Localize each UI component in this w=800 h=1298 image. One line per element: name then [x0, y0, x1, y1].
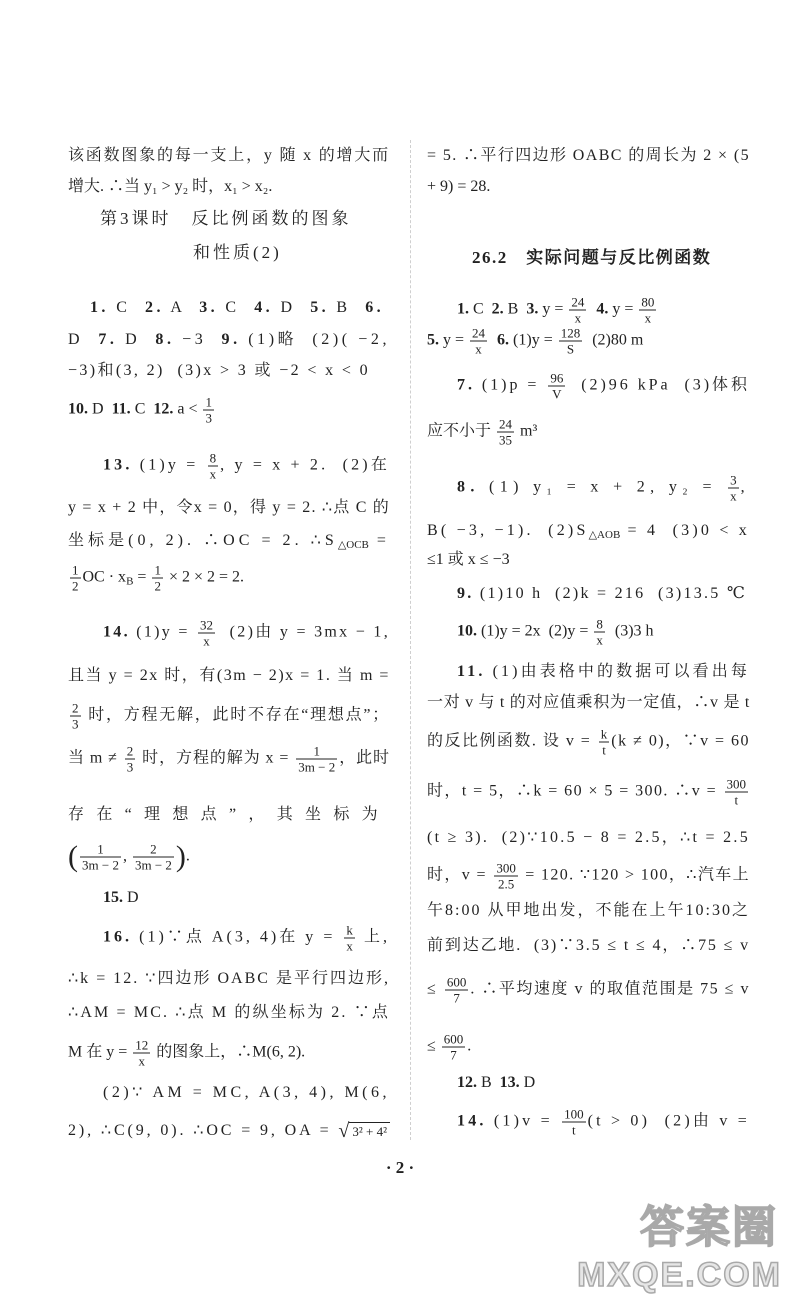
text-run: D: [68, 331, 99, 348]
question-number: 13.: [499, 1074, 520, 1091]
text-run: B: [477, 1074, 500, 1091]
answer-line: [457, 617, 654, 648]
question-number: 11.: [111, 400, 131, 418]
fraction: [80, 842, 121, 873]
fraction-numerator: k: [600, 726, 608, 742]
answer-line: [457, 1107, 750, 1138]
answer-line: [68, 497, 390, 519]
fraction-denominator: x: [574, 310, 582, 326]
radicand: 3² + 4²: [349, 1122, 390, 1139]
question-number: 1.: [457, 300, 469, 318]
text-run: B( −3, −1). (2)S: [427, 522, 589, 539]
question-number: 5.: [427, 331, 439, 349]
answer-line: [68, 1002, 390, 1024]
fraction-denominator: V: [552, 386, 562, 402]
text-run: (1)y =: [132, 456, 206, 474]
text-run: 一对 v 与 t 的对应值乘积为一定值，∴v 是 t: [427, 694, 750, 711]
fraction-denominator: t: [734, 792, 739, 808]
fraction-denominator: t: [572, 1122, 576, 1138]
text-run: (1)y = 2x (2)y =: [477, 622, 593, 640]
section-heading-line2: 和性质(2): [193, 243, 282, 262]
text-run: C: [108, 299, 146, 316]
question-number: 14.: [103, 623, 130, 641]
question-number: 12.: [457, 1074, 477, 1091]
column-divider: [410, 140, 411, 1140]
answer-line: [427, 935, 750, 957]
fraction-denominator: x: [138, 1053, 146, 1069]
fraction-numerator: 1: [80, 842, 121, 858]
fraction-numerator: k: [346, 922, 353, 938]
text-run: 且当 y = 2x 时，有(3m − 2)x = 1. 当 m =: [68, 667, 390, 684]
fraction: [548, 371, 565, 402]
fraction-numerator: 96: [550, 370, 564, 386]
answer-line: [68, 804, 390, 826]
text-run: = 120. ∵120 > 100，∴汽车上: [519, 866, 750, 884]
fraction: [559, 326, 583, 357]
answer-line: [103, 451, 390, 482]
question-number: 3.: [199, 299, 219, 316]
question-number: 2.: [145, 299, 164, 316]
text-run: (t ≥ 3). (2)∵10.5 − 8 = 2.5，∴t = 2.5: [427, 829, 750, 846]
question-number: 12.: [153, 400, 174, 418]
answer-line: [427, 692, 750, 714]
text-run: 2), ∴C(9, 0). ∴OC = 9, OA =: [68, 1122, 339, 1139]
fraction: [562, 1107, 586, 1138]
answer-line: [427, 326, 643, 357]
text-run: =: [368, 532, 390, 549]
text-run: 存在“理想点”，其坐标为: [68, 806, 390, 823]
text-run: 当 m ≠: [68, 749, 123, 767]
text-run: ≤: [427, 980, 443, 998]
fraction: [497, 417, 514, 448]
subscript: △AOB: [588, 529, 621, 541]
fraction: [133, 842, 174, 873]
fraction-numerator: 1: [72, 562, 79, 578]
fraction-numerator: 8: [209, 450, 217, 466]
answer-line: [457, 661, 750, 683]
text-run: 时，v =: [427, 866, 493, 884]
question-number: 13.: [103, 456, 133, 474]
text-run: (2)96 kPa (3)体积: [567, 376, 750, 394]
fraction-denominator: 3m − 2: [134, 857, 172, 873]
answer-line: [68, 530, 390, 552]
answer-line: [68, 968, 390, 990]
text-run: B: [329, 299, 366, 316]
fraction-numerator: 24: [571, 294, 585, 310]
fraction-numerator: 300: [496, 860, 516, 876]
text-run: ∴AM = MC. ∴点 M 的纵坐标为 2. ∵点: [68, 1004, 390, 1021]
answer-line: [68, 744, 390, 775]
fraction: [470, 326, 487, 357]
question-number: 3.: [526, 300, 539, 318]
text-run: (k ≠ 0)，∵v = 60: [611, 732, 750, 750]
text-run: (2)∵ AM = MC, A(3, 4), M(6,: [103, 1084, 390, 1101]
text-run: M 在 y =: [68, 1043, 132, 1061]
text-run: (t > 0) (2)由 v =: [587, 1112, 751, 1130]
fraction-numerator: 128: [560, 325, 581, 341]
fraction-denominator: 3: [126, 759, 134, 775]
text-run: 午8:00 从甲地出发，不能在上午10:30之: [427, 902, 750, 919]
fraction: [442, 1032, 466, 1063]
text-run: (1)由表格中的数据可以看出每: [485, 663, 750, 680]
fraction-denominator: x: [346, 938, 353, 954]
text-run: ∴k = 12. ∵四边形 OABC 是平行四边形,: [68, 970, 390, 987]
fraction-denominator: 3: [205, 410, 212, 426]
answer-line: [103, 1082, 390, 1104]
fraction-numerator: 32: [200, 617, 214, 633]
text-run: y = x + 2 中，令x = 0，得 y = 2. ∴点 C 的: [68, 499, 390, 516]
text-run: 上,: [356, 928, 390, 946]
question-number: 10.: [457, 622, 477, 640]
text-run: × 2 × 2 = 2.: [164, 568, 245, 586]
question-number: 7.: [98, 331, 118, 348]
text-run: (1)v =: [486, 1112, 561, 1130]
fraction-denominator: 3m − 2: [298, 759, 336, 775]
fraction-numerator: 600: [446, 974, 467, 990]
fraction-denominator: x: [730, 488, 737, 504]
answer-line: [68, 842, 190, 873]
fraction-denominator: x: [596, 632, 603, 648]
section-heading-line1: 第3课时 反比例函数的图象: [100, 209, 352, 228]
page-number: · 2 ·: [385, 1158, 415, 1177]
question-number: 4.: [596, 300, 609, 318]
text-run: (1)∵点 A(3, 4)在 y =: [132, 928, 343, 946]
subscript: B: [126, 575, 134, 588]
answer-line: [68, 1120, 390, 1142]
text-run: y =: [439, 331, 469, 349]
text-run: 时，t = 5，∴k = 60 × 5 = 300. ∴v =: [427, 782, 723, 800]
text-run: 前到达乙地. (3)∵3.5 ≤ t ≤ 4，∴75 ≤ v: [427, 937, 750, 954]
subscript: △OCB: [337, 539, 369, 551]
question-number: 11.: [457, 663, 486, 680]
fraction-numerator: 300: [726, 776, 746, 792]
text-run: B: [503, 300, 527, 318]
fraction-denominator: 2: [154, 578, 161, 594]
fraction: [639, 295, 656, 326]
fraction: [728, 473, 739, 504]
answer-line: [427, 777, 750, 808]
text-run: (1)略 (2)( −2,: [240, 331, 391, 348]
fraction-numerator: 1: [154, 562, 161, 578]
text-run: 时，方程无解，此时不存在“理想点”；: [82, 706, 390, 724]
answer-line: [457, 583, 747, 605]
text-run: (1)y =: [129, 623, 197, 641]
fraction-numerator: 80: [641, 294, 655, 310]
question-number: 8.: [457, 478, 480, 496]
text-run: (1)p =: [474, 376, 547, 394]
text-run: =: [133, 568, 151, 586]
text-run: ≤1 或 x ≤ −3: [427, 551, 510, 568]
answer-line: [68, 360, 370, 382]
fraction-denominator: 3m − 2: [82, 857, 119, 873]
question-number: 10.: [68, 400, 88, 418]
fraction: [725, 777, 749, 808]
question-number: 9.: [457, 585, 474, 602]
text-run: D: [519, 1074, 536, 1091]
fraction-denominator: x: [203, 633, 210, 649]
question-number: 1.: [90, 299, 109, 316]
text-run: (3)3 h: [606, 622, 654, 640]
fraction-numerator: 1: [205, 394, 212, 410]
answer-line: [427, 900, 750, 922]
text-run: ,: [122, 847, 131, 865]
answer-line: [68, 176, 272, 198]
watermark-title: 答案圈: [640, 1202, 778, 1253]
text-run: ,: [740, 478, 751, 496]
text-run: y =: [538, 300, 568, 318]
answer-line: [457, 1072, 535, 1094]
text-run: −3: [174, 331, 222, 348]
fraction-denominator: x: [475, 341, 482, 357]
answer-line: [427, 975, 750, 1006]
answer-line: [427, 827, 750, 849]
fraction-denominator: 7: [450, 1047, 457, 1063]
question-number: 4.: [254, 299, 274, 316]
answer-line: [68, 395, 216, 426]
text-run: C: [130, 400, 154, 418]
text-run: (1)y =: [509, 331, 557, 349]
answer-line: [427, 417, 537, 448]
answer-line: [427, 861, 750, 892]
fraction-numerator: 2: [126, 743, 134, 759]
text-run: D: [123, 889, 139, 906]
text-run: ≤: [427, 1037, 440, 1055]
section-heading: 26.2 实际问题与反比例函数: [472, 248, 712, 267]
fraction-numerator: 1: [296, 744, 337, 760]
text-run: 的反比例函数. 设 v =: [427, 732, 597, 750]
text-run: 的图象上，∴M(6, 2).: [152, 1043, 306, 1061]
fraction-numerator: 2: [133, 842, 174, 858]
fraction: [203, 395, 214, 426]
fraction: [599, 727, 610, 758]
question-number: 15.: [103, 889, 123, 906]
answer-line: [427, 145, 750, 167]
text-run: D: [117, 331, 156, 348]
question-number: 14.: [457, 1112, 487, 1130]
answer-line: [90, 297, 384, 319]
answer-line: [427, 549, 510, 571]
answer-line: [68, 665, 390, 687]
text-run: a <: [173, 400, 202, 418]
fraction: [70, 701, 81, 732]
text-run: (1) y₁ = x + 2, y₂ =: [479, 478, 727, 496]
text-run: ，此时: [339, 749, 390, 767]
text-run: .: [185, 847, 190, 865]
answer-line: [427, 176, 490, 198]
text-run: . ∴平均速度 v 的取值范围是 75 ≤ v: [470, 980, 750, 998]
fraction: [344, 923, 355, 954]
question-number: 9.: [221, 331, 241, 348]
text-run: (2)由 y = 3mx − 1,: [217, 623, 390, 641]
answer-line: [103, 618, 390, 649]
watermark-site: MXQE.COM: [577, 1256, 782, 1294]
text-run: (2)80 m: [584, 331, 644, 349]
text-run: A: [163, 299, 200, 316]
question-number: 16.: [103, 928, 133, 946]
answer-line: [68, 563, 244, 594]
answer-line: [68, 329, 390, 351]
fraction-denominator: x: [644, 310, 652, 326]
text-run: = 5. ∴平行四边形 OABC 的周长为 2 × (5: [427, 147, 750, 164]
fraction-numerator: 3: [730, 472, 737, 488]
fraction: [152, 563, 163, 594]
text-run: 增大. ∴当 y₁ > y₂ 时，x₁ > x₂.: [68, 178, 273, 195]
question-number: 2.: [491, 300, 504, 318]
answer-line: [457, 473, 750, 504]
answer-line: [103, 887, 139, 909]
answer-line: [427, 727, 750, 758]
answer-line: [68, 701, 390, 732]
large-parenthesis: ): [175, 840, 186, 873]
fraction-denominator: 2.5: [497, 876, 515, 892]
fraction: [445, 975, 469, 1006]
fraction-numerator: 12: [135, 1037, 149, 1053]
fraction: [133, 1038, 150, 1069]
text-run: C: [469, 300, 492, 318]
fraction-denominator: x: [209, 466, 217, 482]
text-run: + 9) = 28.: [427, 178, 491, 195]
fraction-numerator: 8: [596, 616, 603, 632]
answer-line: [457, 295, 658, 326]
fraction: [208, 451, 219, 482]
fraction: [198, 618, 215, 649]
radical-sign: √: [338, 1120, 350, 1143]
fraction-numerator: 2: [72, 700, 79, 716]
text-run: 坐标是(0, 2). ∴OC = 2. ∴S: [68, 532, 338, 549]
fraction: [70, 563, 81, 594]
fraction-denominator: 7: [453, 990, 460, 1006]
large-parenthesis: (: [68, 840, 78, 873]
question-number: 8.: [155, 331, 175, 348]
fraction-numerator: 24: [499, 416, 513, 432]
square-root: [338, 1121, 390, 1141]
fraction-numerator: 24: [472, 325, 486, 341]
text-run: C: [218, 299, 255, 316]
fraction-numerator: 100: [564, 1106, 584, 1122]
text-run: 时，方程的解为 x =: [137, 749, 295, 767]
text-run: D: [88, 400, 112, 418]
fraction: [569, 295, 586, 326]
text-run: D: [273, 299, 311, 316]
fraction-denominator: 35: [499, 432, 513, 448]
answer-line: [68, 1038, 305, 1069]
text-run: OC · x: [82, 568, 127, 586]
answer-line: [427, 1032, 471, 1063]
fraction-denominator: 2: [72, 578, 79, 594]
question-number: 5.: [310, 299, 329, 316]
question-number: 6.: [365, 299, 385, 316]
text-run: y =: [608, 300, 638, 318]
text-run: .: [467, 1037, 472, 1055]
text-run: (1)10 h (2)k = 216 (3)13.5 ℃: [473, 585, 748, 602]
answer-line: [103, 923, 390, 954]
text-run: , y = x + 2. (2)在: [220, 456, 390, 474]
text-run: [489, 332, 497, 349]
question-number: 6.: [497, 331, 510, 349]
fraction-denominator: t: [602, 742, 606, 758]
fraction: [594, 617, 605, 648]
text-run: 应不小于: [427, 422, 496, 440]
fraction: [494, 861, 518, 892]
fraction-numerator: 600: [443, 1031, 464, 1047]
text-run: −3)和(3, 2) (3)x > 3 或 −2 < x < 0: [68, 362, 370, 379]
question-number: 7.: [457, 376, 475, 394]
text-run: = 4 (3)0 < x: [620, 522, 750, 539]
answer-line: [457, 371, 750, 402]
answer-line: [427, 520, 750, 542]
fraction-denominator: 3: [72, 716, 79, 732]
text-run: 该函数图象的每一支上，y 随 x 的增大而: [68, 147, 390, 164]
fraction: [125, 744, 136, 775]
text-run: m³: [516, 422, 538, 440]
fraction-denominator: S: [566, 341, 575, 357]
answer-line: [68, 145, 390, 167]
fraction: [296, 744, 337, 775]
